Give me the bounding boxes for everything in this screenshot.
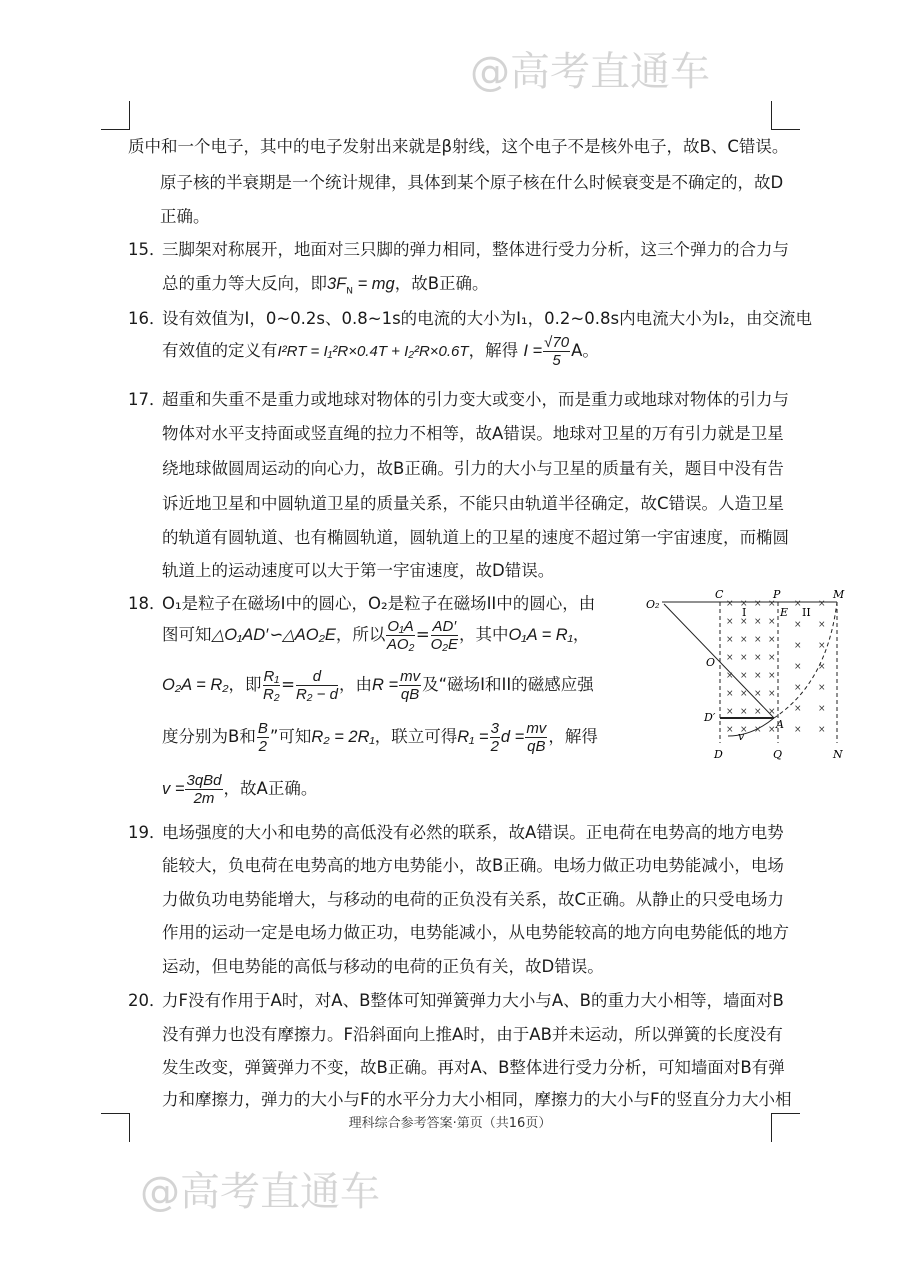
field-cross-mark: × bbox=[754, 653, 762, 663]
text-line: 绕地球做圆周运动的向心力，故B正确。引力的大小与卫星的质量有关，题目中没有告 bbox=[162, 459, 784, 478]
text: 图可知 bbox=[162, 625, 212, 644]
label-o2: O₂ bbox=[646, 598, 660, 611]
text-line: 诉近地卫星和中圆轨道卫星的质量关系，不能只由轨道半径确定，故C错误。人造卫星 bbox=[162, 494, 785, 513]
field-cross-mark: × bbox=[740, 671, 748, 681]
field-cross-mark: × bbox=[768, 599, 776, 609]
question-number: 15． bbox=[128, 240, 166, 259]
text-line: 力F没有作用于A时，对A、B整体可知弹簧弹力大小与A、B的重力大小相等，墙面对B bbox=[162, 991, 784, 1010]
field-cross-mark: × bbox=[768, 635, 776, 645]
formula: d = bbox=[500, 728, 525, 746]
label-d: D bbox=[714, 748, 723, 761]
field-cross-mark: × bbox=[726, 653, 734, 663]
field-cross-mark: × bbox=[740, 653, 748, 663]
text: ”可知 bbox=[269, 727, 312, 746]
question-number: 17． bbox=[128, 390, 166, 409]
field-cross-mark: × bbox=[726, 725, 734, 735]
field-cross-mark: × bbox=[768, 617, 776, 627]
text: 总的重力等大反向，即 bbox=[162, 274, 327, 293]
label-v: v bbox=[738, 730, 745, 743]
label-p: P bbox=[773, 588, 781, 601]
formula: R₁ = bbox=[457, 728, 489, 746]
text-line: 作用的运动一定是电场力做正功，电势能减小，从电势能较高的地方向电势能低的地方 bbox=[162, 923, 789, 942]
label-e: E bbox=[780, 606, 789, 619]
fraction: $\frac{AD'}{\text{O₂E}}$ bbox=[430, 618, 459, 653]
label-d-prime: D′ bbox=[704, 711, 716, 724]
field-cross-mark: × bbox=[726, 599, 734, 609]
formula: I = bbox=[523, 342, 543, 360]
formula: △O₁AD′∽△AO₂E bbox=[211, 626, 336, 644]
field-cross-mark: × bbox=[768, 689, 776, 699]
field-cross-mark: × bbox=[754, 599, 762, 609]
text: 及“磁场I和II的磁感应强 bbox=[422, 675, 594, 694]
question-number: 18． bbox=[128, 594, 166, 613]
unit: A bbox=[571, 341, 583, 360]
watermark: @高考直通车 bbox=[140, 1169, 380, 1215]
text-line: 图可知△O₁AD′∽△AO₂E，所以 $\frac{\text{O₁A}}{\text{AO₂}}$ = $\frac{AD'}{\text{O₂E}}$ ，其中O₁A = R₁， bbox=[162, 618, 590, 653]
label-m: M bbox=[833, 588, 845, 601]
text-line: O₂A = R₂，即 $\frac{\text{R₁}}{\text{R₂}}$ = $\frac{d}{\text{R₂ − d}}$ ，由R = $\frac{mv}{qB}$ 及“磁场I和II的磁感应强 bbox=[162, 668, 594, 703]
label-region-ii: II bbox=[802, 606, 811, 619]
label-c: C bbox=[715, 588, 724, 601]
field-cross-mark: × bbox=[740, 707, 748, 717]
formula: R₂ = 2R₁ bbox=[311, 728, 375, 746]
field-cross-mark: × bbox=[794, 725, 802, 735]
field-cross-mark: × bbox=[818, 641, 826, 651]
question-number: 16． bbox=[128, 309, 166, 328]
field-cross-mark: × bbox=[754, 725, 762, 735]
field-cross-mark: × bbox=[768, 671, 776, 681]
text: ，故A正确。 bbox=[223, 779, 318, 798]
text-line: 力和摩擦力，弹力的大小与F的水平分力大小相同，摩擦力的大小与F的竖直分力大小相 bbox=[162, 1090, 792, 1109]
field-cross-mark: × bbox=[794, 641, 802, 651]
text: ，由 bbox=[338, 675, 372, 694]
field-cross-mark: × bbox=[726, 689, 734, 699]
formula: I²RT = I₁²R×0.4T + I₂²R×0.6T bbox=[277, 343, 469, 360]
text-line: 的轨道有圆轨道、也有椭圆轨道，圆轨道上的卫星的速度不超过第一宇宙速度，而椭圆 bbox=[162, 528, 789, 547]
field-cross-mark: × bbox=[818, 662, 826, 672]
text-line: 原子核的半衰期是一个统计规律，具体到某个原子核在什么时候衰变是不确定的，故D bbox=[160, 173, 784, 192]
text: ，解得 bbox=[468, 341, 519, 360]
text-line: 超重和失重不是重力或地球对物体的引力变大或变小，而是重力或地球对物体的引力与 bbox=[162, 390, 789, 409]
text-line: 正确。 bbox=[160, 207, 210, 226]
text: ，即 bbox=[228, 675, 262, 694]
label-o: O bbox=[706, 656, 716, 669]
field-cross-mark: × bbox=[726, 671, 734, 681]
text-line: 三脚架对称展开，地面对三只脚的弹力相同，整体进行受力分析，这三个弹力的合力与 bbox=[162, 240, 789, 259]
label-a: A bbox=[776, 718, 784, 731]
corner-mark bbox=[101, 101, 130, 130]
text-line: 力做负功电势能增大，与移动的电荷的正负没有关系，故C正确。从静止的只受电场力 bbox=[162, 890, 785, 909]
formula: O₁A = R₁ bbox=[508, 626, 573, 644]
text-line: 设有效值为I，0~0.2s、0.8~1s的电流的大小为I₁，0.2~0.8s内电流大小为I₂，由交流电 bbox=[162, 309, 813, 328]
field-cross-mark: × bbox=[754, 671, 762, 681]
corner-mark bbox=[771, 101, 800, 130]
field-cross-mark: × bbox=[818, 599, 826, 609]
field-cross-mark: × bbox=[754, 635, 762, 645]
magnetic-field-diagram bbox=[642, 588, 852, 763]
field-cross-mark: × bbox=[794, 599, 802, 609]
field-cross-mark: × bbox=[818, 683, 826, 693]
page-footer: 理科综合参考答案·第页（共16页） bbox=[348, 1116, 552, 1131]
text: ，解得 bbox=[548, 727, 598, 746]
field-cross-mark: × bbox=[726, 635, 734, 645]
label-region-i: I bbox=[742, 606, 747, 619]
question-number: 20． bbox=[128, 991, 166, 1010]
field-cross-mark: × bbox=[754, 707, 762, 717]
formula: v = bbox=[162, 780, 185, 798]
text-line bbox=[162, 720, 598, 755]
text-line bbox=[162, 334, 599, 369]
text-line bbox=[162, 772, 317, 807]
text-line: 电场强度的大小和电势的高低没有必然的联系，故A错误。正电荷在电势高的地方电势 bbox=[162, 823, 784, 842]
field-cross-mark: × bbox=[768, 725, 776, 735]
text: ，故B正确。 bbox=[394, 274, 489, 293]
text: ，所以 bbox=[335, 625, 386, 644]
field-cross-mark: × bbox=[818, 704, 826, 714]
field-cross-mark: × bbox=[768, 653, 776, 663]
text-line: 没有弹力也没有摩擦力。F沿斜面向上推A时，由于AB并未运动，所以弹簧的长度没有 bbox=[162, 1025, 783, 1044]
field-cross-mark: × bbox=[726, 707, 734, 717]
text: 度分别为B和 bbox=[162, 727, 256, 746]
text-line: 运动，但电势能的高低与移动的电荷的正负有关，故D错误。 bbox=[162, 957, 604, 976]
formula-sub: N bbox=[346, 286, 353, 297]
field-cross-mark: × bbox=[794, 620, 802, 630]
field-cross-mark: × bbox=[740, 635, 748, 645]
text-line: 物体对水平支持面或竖直绳的拉力不相等，故A错误。地球对卫星的万有引力就是卫星 bbox=[162, 424, 784, 443]
text-line: 发生改变，弹簧弹力不变，故B正确。再对A、B整体进行受力分析，可知墙面对B有弹 bbox=[162, 1058, 785, 1077]
text: ，其中 bbox=[459, 625, 509, 644]
text-line: 质中和一个电子，其中的电子发射出来就是β射线，这个电子不是核外电子，故B、C错误。 bbox=[128, 137, 789, 156]
formula: 3F bbox=[327, 275, 347, 293]
fraction: $\frac{d}{\text{R₂ − d}}$ bbox=[295, 668, 338, 703]
fraction: $\frac{B}{2}$ bbox=[257, 720, 268, 755]
field-cross-mark: × bbox=[754, 689, 762, 699]
field-cross-mark: × bbox=[754, 617, 762, 627]
formula: O₂A = R₂ bbox=[162, 676, 229, 694]
formula: = mg bbox=[353, 275, 395, 293]
field-cross-mark: × bbox=[740, 725, 748, 735]
field-cross-mark: × bbox=[818, 620, 826, 630]
watermark: @高考直通车 bbox=[470, 49, 710, 95]
field-cross-mark: × bbox=[818, 725, 826, 735]
trajectory-arc bbox=[774, 602, 837, 718]
text-line: 轨道上的运动速度可以大于第一宇宙速度，故D错误。 bbox=[162, 561, 555, 580]
text-line bbox=[162, 270, 489, 296]
text-line: O₁是粒子在磁场I中的圆心，O₂是粒子在磁场II中的圆心，由 bbox=[162, 594, 596, 613]
field-cross-mark: × bbox=[794, 683, 802, 693]
field-cross-mark: × bbox=[740, 617, 748, 627]
fraction: $\frac{mv}{qB}$ bbox=[400, 668, 421, 703]
field-cross-mark: × bbox=[794, 704, 802, 714]
text: ， bbox=[572, 625, 590, 644]
fraction: $\frac{mv}{qB}$ bbox=[526, 720, 547, 755]
label-n: N bbox=[833, 748, 843, 761]
fraction: $\frac{\text{R₁}}{\text{R₂}}$ bbox=[263, 668, 280, 703]
question-number: 19． bbox=[128, 823, 166, 842]
fraction: $\frac{\text{3qBd}}{2m}$ bbox=[186, 772, 222, 807]
text: 。 bbox=[582, 341, 599, 360]
label-q: Q bbox=[773, 748, 783, 761]
field-cross-mark: × bbox=[726, 617, 734, 627]
text-line: 能较大，负电荷在电势高的地方电势能小，故B正确。电场力做正功电势能减小，电场 bbox=[162, 856, 784, 875]
fraction: $\frac{3}{2}$ bbox=[490, 720, 499, 755]
field-cross-mark: × bbox=[740, 689, 748, 699]
text: ，联立可得 bbox=[374, 727, 458, 746]
fraction: $\frac{√70}{5}$ bbox=[544, 334, 570, 369]
field-cross-mark: × bbox=[794, 662, 802, 672]
formula: R = bbox=[371, 676, 399, 694]
text: 有效值的定义有 bbox=[162, 341, 278, 360]
field-cross-mark: × bbox=[740, 599, 748, 609]
fraction: $\frac{\text{O₁A}}{\text{AO₂}}$ bbox=[386, 618, 415, 653]
field-cross-mark: × bbox=[768, 707, 776, 717]
